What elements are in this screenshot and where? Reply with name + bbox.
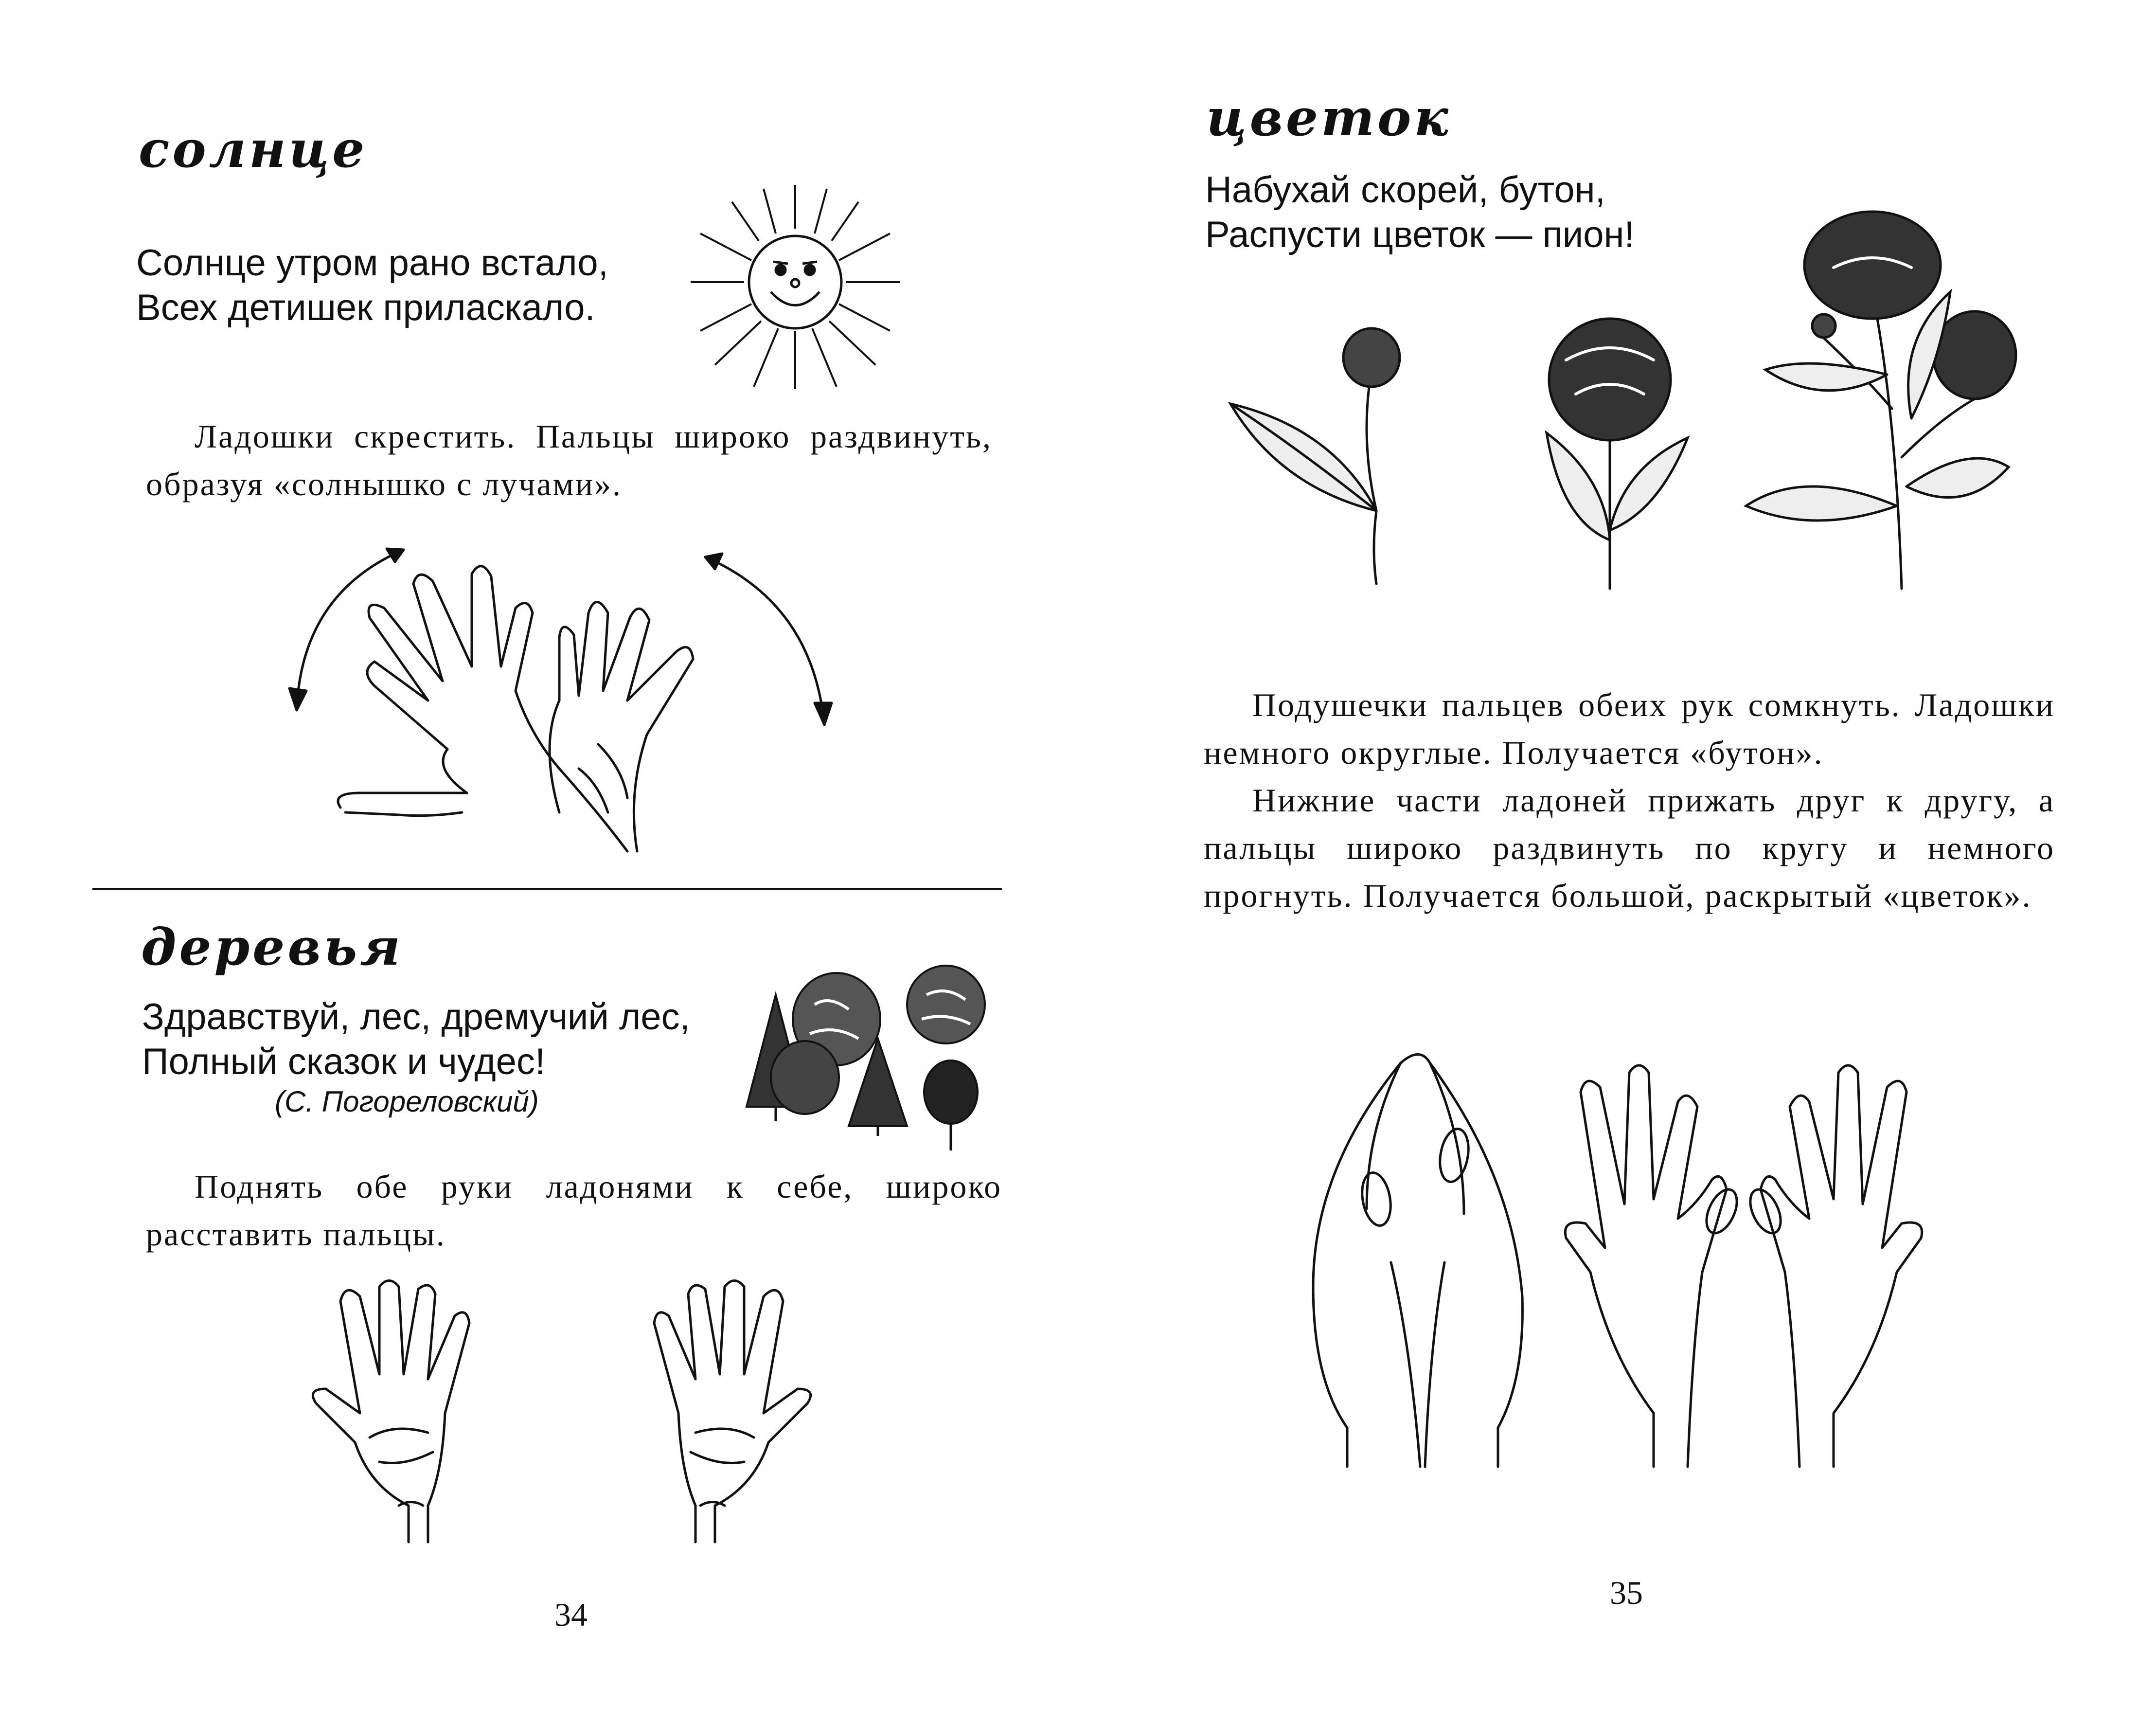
trees-author: (С. Погореловский) (275, 1085, 539, 1118)
trees-instruction-text: Поднять обе руки ладонями к себе, широко расставить пальцы. (146, 1168, 1002, 1253)
trees-poem (142, 995, 690, 1084)
sun-instruction (146, 413, 992, 508)
deciduous-tree-icon (771, 1041, 839, 1114)
trees-poem-line-1: Здравствуй, лес, дремучий лес, (142, 996, 690, 1038)
peony-bud-icon (1343, 328, 1400, 387)
flower-instructions (1204, 681, 2055, 919)
trees-illustration (742, 966, 1004, 1153)
sun-poem-line-1: Солнце утром рано встало, (136, 242, 608, 284)
rotate-arrow-right (705, 557, 824, 725)
peony-flower-icon (1804, 212, 1941, 319)
peony-flower-icon (1933, 311, 2016, 399)
page-number-right: 35 (1610, 1574, 1643, 1611)
trees-title: деревья (141, 917, 404, 977)
left-palm-outline (313, 1281, 469, 1543)
peony-bud-illustration (1226, 326, 1420, 589)
flower-right-hand-outline (1761, 1065, 1922, 1467)
crossed-hands-illustration (287, 540, 861, 871)
deciduous-tree-icon (907, 966, 985, 1043)
bud-and-flower-hands-illustration (1308, 1043, 1989, 1472)
rotate-arrow-left (297, 550, 404, 710)
sun-instruction-text: Ладошки скрестить. Пальцы широко раздвинуть, образуя «солнышко с лучами». (146, 418, 992, 503)
flower-poem-line-1: Набухай скорей, бутон, (1205, 169, 1605, 211)
peony-half-open-illustration (1532, 316, 1697, 593)
flower-poem (1205, 168, 1635, 257)
flower-title: цветок (1206, 88, 1451, 147)
palm-hand-outline (550, 602, 693, 852)
sun-poem-line-2: Всех детишек приласкало. (136, 287, 595, 328)
sun-face (749, 236, 841, 328)
trees-instruction (146, 1163, 1002, 1258)
trees-poem-line-2: Полный сказок и чудес! (142, 1041, 546, 1082)
back-hand-outline (338, 566, 627, 851)
open-hands-illustration (306, 1277, 817, 1549)
deciduous-tree-icon (924, 1060, 978, 1124)
sun-title: солнце (139, 119, 368, 179)
sun-poem (136, 241, 608, 330)
peony-open-illustration (1736, 214, 2023, 593)
section-divider (92, 888, 1002, 890)
flower-instruction-1: Подушечки пальцев обеих рук сомкнуть. Ладошки немного округлые. Получается «бутон». (1204, 686, 2055, 771)
page-number-left: 34 (554, 1596, 588, 1633)
peony-bud-icon (1812, 314, 1835, 338)
flower-instruction-2: Нижние части ладоней прижать друг к другу, а пальцы широко раздвинуть по кругу и немного прогнуть. Получается большой, раскрытый «цветок». (1204, 782, 2055, 914)
sun-illustration (686, 180, 905, 394)
flower-poem-line-2: Распусти цветок — пион! (1205, 214, 1635, 255)
right-palm-outline (654, 1281, 811, 1543)
flower-left-hand-outline (1565, 1065, 1727, 1467)
bud-hands-outline (1313, 1055, 1522, 1467)
peony-flower-icon (1549, 319, 1671, 440)
